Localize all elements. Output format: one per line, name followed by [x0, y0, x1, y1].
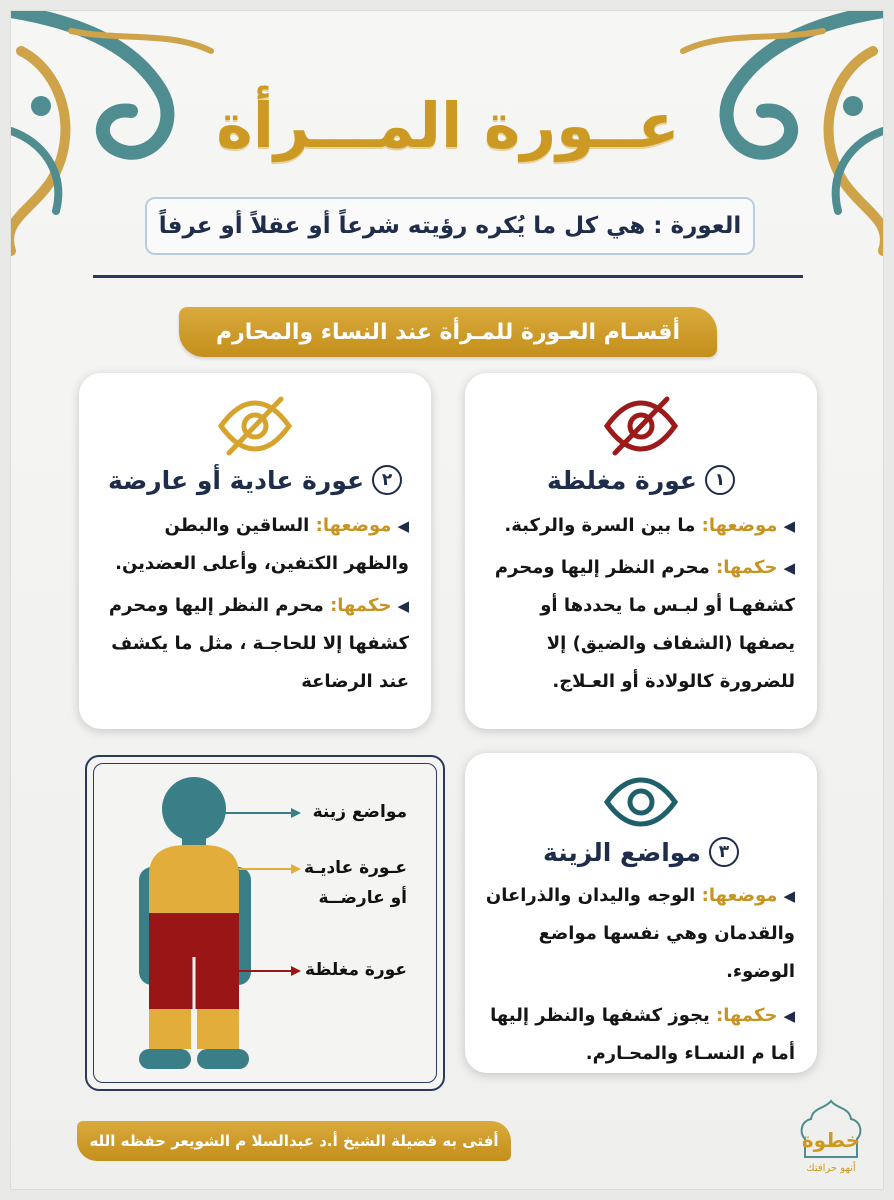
brand-logo — [791, 1097, 871, 1175]
rule-key: حكمها: — [716, 557, 778, 578]
card-title — [465, 837, 817, 867]
logo-subtext: أنهو حرافتك — [806, 1163, 856, 1174]
definition-box: العورة : هي كل ما يُكره رؤيته شرعاً أو عقلاً أو عرفاً — [145, 197, 755, 255]
place-text: ما بين السرة والركبة. — [504, 515, 696, 536]
rule-text: محرم النظر إليها ومحرم كشفها إلا للحاجـة ، مثل ما يكشف عند الرضاعة — [108, 595, 409, 692]
fatwa-credit: أفتى به فضيلة الشيخ أ.د عبدالسلا م الشويعر حفظه الله — [77, 1121, 511, 1161]
header-divider — [93, 275, 803, 278]
card-number: ٢ — [372, 465, 402, 495]
section-title: أقسـام العـورة للمـرأة عند النساء والمحارم — [179, 307, 717, 357]
card-place — [465, 877, 817, 991]
bullet-arrow-icon: ◀ — [783, 559, 795, 577]
rule-key: حكمها: — [330, 595, 392, 616]
body-diagram — [85, 755, 445, 1091]
body-shin-right — [197, 1009, 239, 1049]
bullet-arrow-icon: ◀ — [397, 517, 409, 535]
card-title — [79, 465, 431, 495]
label-adornment: مواضع زينة — [312, 802, 407, 822]
eye-icon — [601, 775, 681, 829]
card-place — [79, 507, 431, 583]
label-severe: عورة مغلظة — [305, 960, 407, 980]
eye-slash-icon — [601, 395, 681, 457]
bullet-arrow-icon: ◀ — [783, 887, 795, 905]
body-torso-upper — [149, 845, 239, 913]
card-number: ١ — [705, 465, 735, 495]
card-number: ٣ — [709, 837, 739, 867]
place-key: موضعها: — [701, 515, 778, 536]
label-ordinary-line1: عـورة عاديـة — [303, 858, 407, 878]
eye-slash-icon — [215, 395, 295, 457]
card-title-text: مواضع الزينة — [543, 837, 701, 867]
body-foot-left — [139, 1049, 191, 1069]
card-title-text: عورة عادية أو عارضة — [107, 465, 365, 495]
body-foot-right — [197, 1049, 249, 1069]
card-severe-awrah — [465, 373, 817, 729]
card-title-text: عورة مغلظة — [547, 465, 697, 495]
bullet-arrow-icon: ◀ — [397, 597, 409, 615]
card-adornment-places — [465, 753, 817, 1073]
body-head — [162, 777, 226, 841]
place-key: موضعها: — [701, 885, 778, 906]
card-title — [465, 465, 817, 495]
bullet-arrow-icon: ◀ — [783, 517, 795, 535]
card-rule — [465, 549, 817, 701]
bullet-arrow-icon: ◀ — [783, 1007, 795, 1025]
rule-text: محرم النظر إليها ومحرم كشفهـا أو لبـس ما يحددها أو يصفها (الشفاف والضيق) إلا للضرورة كالولادة أو العـلاج. — [494, 557, 795, 692]
place-text: الوجه واليدان والذراعان والقدمان وهي نفسها مواضع الوضوء. — [485, 885, 795, 982]
rule-key: حكمها: — [716, 1005, 778, 1026]
card-rule — [79, 587, 431, 701]
page-title: عــورة المـــرأة — [216, 89, 680, 162]
logo-text: خطوة — [801, 1128, 861, 1152]
place-text: الساقين والبطن والظهر الكتفين، وأعلى العضدين. — [115, 515, 409, 574]
place-key: موضعها: — [315, 515, 392, 536]
infographic-page — [10, 10, 884, 1190]
rule-text: يجوز كشفها والنظر إليها أما م النسـاء والمحـارم. — [490, 1005, 795, 1064]
card-rule — [465, 997, 817, 1073]
label-ordinary-line2: أو عارضــة — [318, 888, 407, 908]
card-ordinary-awrah — [79, 373, 431, 729]
card-place — [465, 507, 817, 545]
body-shin-left — [149, 1009, 191, 1049]
